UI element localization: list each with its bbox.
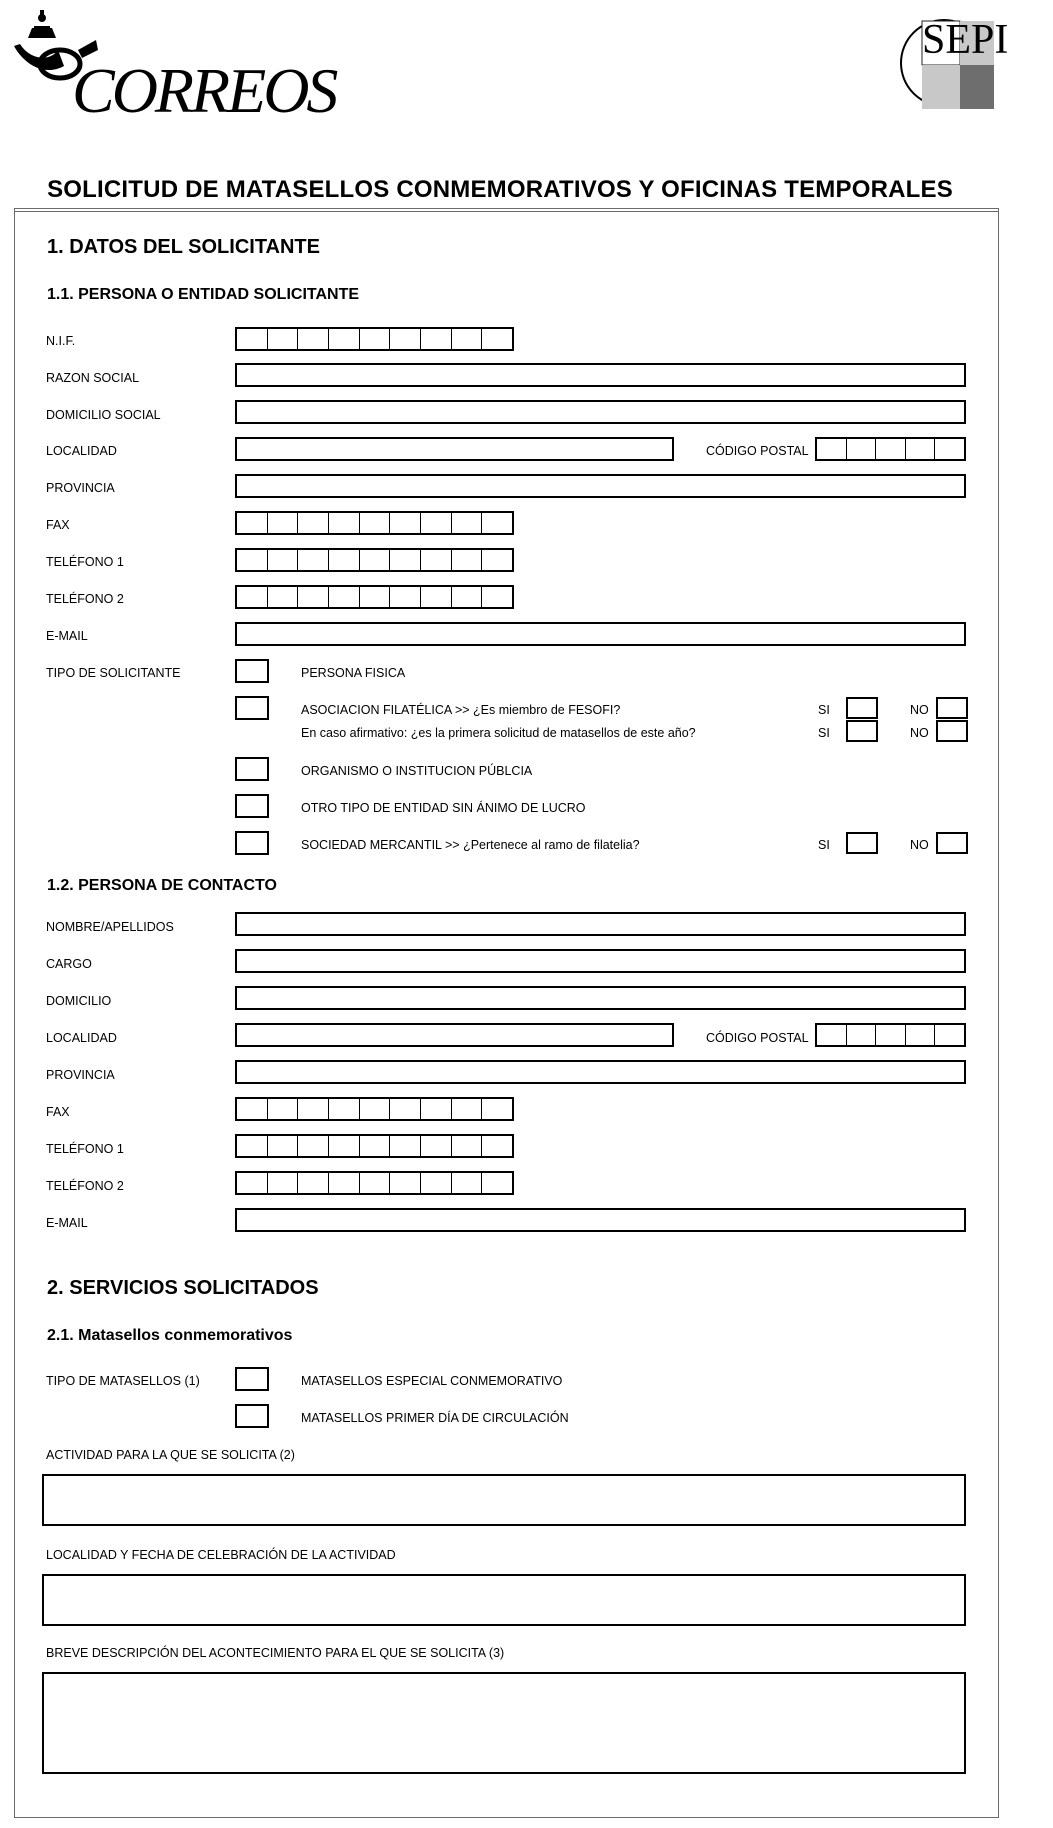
codigo-postal-label: CÓDIGO POSTAL (706, 444, 809, 458)
persona-fisica-checkbox[interactable] (235, 659, 269, 683)
provincia-label: PROVINCIA (46, 481, 115, 495)
actividad-textarea[interactable] (42, 1474, 966, 1526)
fax-field[interactable] (235, 511, 514, 535)
sociedad-mercantil-checkbox[interactable] (235, 831, 269, 855)
contacto-domicilio-field[interactable] (235, 986, 966, 1010)
otro-entidad-checkbox[interactable] (235, 794, 269, 818)
provincia-field[interactable] (235, 474, 966, 498)
contacto-codigo-postal-label: CÓDIGO POSTAL (706, 1031, 809, 1045)
contacto-telefono2-field[interactable] (235, 1171, 514, 1195)
razon-social-label: RAZON SOCIAL (46, 371, 140, 385)
organismo-checkbox[interactable] (235, 757, 269, 781)
domicilio-social-label: DOMICILIO SOCIAL (46, 408, 161, 422)
section1-heading: 1. DATOS DEL SOLICITANTE (47, 236, 320, 258)
email-label: E-MAIL (46, 629, 88, 643)
section2-1-heading: 2.1. Matasellos conmemorativos (47, 1327, 293, 1344)
fesofi-si-label: SI (818, 703, 830, 717)
localidad-fecha-textarea[interactable] (42, 1574, 966, 1626)
section1-1-heading: 1.1. PERSONA O ENTIDAD SOLICITANTE (47, 286, 360, 303)
matasellos-primer-dia-checkbox[interactable] (235, 1404, 269, 1428)
sepi-logo (900, 5, 1009, 121)
document-title: SOLICITUD DE MATASELLOS CONMEMORATIVOS Y OFICINAS TEMPORALES (47, 176, 953, 203)
nif-label: N.I.F. (46, 334, 76, 348)
descripcion-textarea[interactable] (42, 1672, 966, 1774)
matasellos-primer-dia-label: MATASELLOS PRIMER DÍA DE CIRCULACIÓN (301, 1411, 569, 1425)
primera-si-label: SI (818, 726, 830, 740)
fesofi-no-label: NO (910, 703, 929, 717)
filatelia-no-label: NO (910, 838, 929, 852)
nif-field[interactable] (235, 327, 514, 351)
filatelia-si-label: SI (818, 838, 830, 852)
tipo-solicitante-label: TIPO DE SOLICITANTE (46, 666, 181, 680)
matasellos-especial-checkbox[interactable] (235, 1367, 269, 1391)
contacto-domicilio-label: DOMICILIO (46, 994, 112, 1008)
contacto-nombre-field[interactable] (235, 912, 966, 936)
contacto-fax-label: FAX (46, 1105, 70, 1119)
contacto-provincia-label: PROVINCIA (46, 1068, 115, 1082)
contacto-provincia-field[interactable] (235, 1060, 966, 1084)
domicilio-social-field[interactable] (235, 400, 966, 424)
descripcion-label: BREVE DESCRIPCIÓN DEL ACONTECIMIENTO PARA EL QUE SE SOLICITA (3) (46, 1646, 505, 1660)
filatelia-si-checkbox[interactable] (846, 832, 878, 854)
contacto-cargo-field[interactable] (235, 949, 966, 973)
contacto-telefono1-field[interactable] (235, 1134, 514, 1158)
telefono1-label: TELÉFONO 1 (46, 555, 124, 569)
localidad-label: LOCALIDAD (46, 444, 117, 458)
fax-label: FAX (46, 518, 70, 532)
otro-entidad-label: OTRO TIPO DE ENTIDAD SIN ÁNIMO DE LUCRO (301, 801, 586, 815)
sepi-letters: SEPI (922, 17, 1009, 63)
section2-heading: 2. SERVICIOS SOLICITADOS (47, 1277, 319, 1299)
primera-si-checkbox[interactable] (846, 720, 878, 742)
contacto-localidad-label: LOCALIDAD (46, 1031, 117, 1045)
correos-logo (12, 6, 372, 124)
localidad-fecha-label: LOCALIDAD Y FECHA DE CELEBRACIÓN DE LA ACTIVIDAD (46, 1548, 396, 1562)
persona-fisica-label: PERSONA FISICA (301, 666, 406, 680)
organismo-label: ORGANISMO O INSTITUCION PÚBLCIA (301, 764, 533, 778)
contacto-telefono1-label: TELÉFONO 1 (46, 1142, 124, 1156)
contacto-codigo-postal-field[interactable] (815, 1023, 966, 1047)
fesofi-si-checkbox[interactable] (846, 697, 878, 719)
contacto-email-label: E-MAIL (46, 1216, 88, 1230)
primera-solicitud-label: En caso afirmativo: ¿es la primera solicitud de matasellos de este año? (301, 726, 696, 740)
tipo-matasellos-label: TIPO DE MATASELLOS (1) (46, 1374, 200, 1388)
codigo-postal-field[interactable] (815, 437, 966, 461)
asociacion-checkbox[interactable] (235, 696, 269, 720)
correos-wordmark: CORREOS (72, 55, 336, 126)
contacto-email-field[interactable] (235, 1208, 966, 1232)
asociacion-label: ASOCIACION FILATÉLICA >> ¿Es miembro de FESOFI? (301, 703, 621, 717)
primera-no-checkbox[interactable] (936, 720, 968, 742)
telefono1-field[interactable] (235, 548, 514, 572)
frame-divider (14, 211, 999, 212)
section1-2-heading: 1.2. PERSONA DE CONTACTO (47, 877, 277, 894)
contacto-cargo-label: CARGO (46, 957, 92, 971)
razon-social-field[interactable] (235, 363, 966, 387)
actividad-label: ACTIVIDAD PARA LA QUE SE SOLICITA (2) (46, 1448, 295, 1462)
matasellos-especial-label: MATASELLOS ESPECIAL CONMEMORATIVO (301, 1374, 563, 1388)
primera-no-label: NO (910, 726, 929, 740)
sociedad-mercantil-label: SOCIEDAD MERCANTIL >> ¿Pertenece al ramo de filatelia? (301, 838, 640, 852)
filatelia-no-checkbox[interactable] (936, 832, 968, 854)
contacto-fax-field[interactable] (235, 1097, 514, 1121)
telefono2-field[interactable] (235, 585, 514, 609)
contacto-localidad-field[interactable] (235, 1023, 674, 1047)
localidad-field[interactable] (235, 437, 674, 461)
contacto-telefono2-label: TELÉFONO 2 (46, 1179, 124, 1193)
telefono2-label: TELÉFONO 2 (46, 592, 124, 606)
contacto-nombre-label: NOMBRE/APELLIDOS (46, 920, 174, 934)
email-field[interactable] (235, 622, 966, 646)
fesofi-no-checkbox[interactable] (936, 697, 968, 719)
